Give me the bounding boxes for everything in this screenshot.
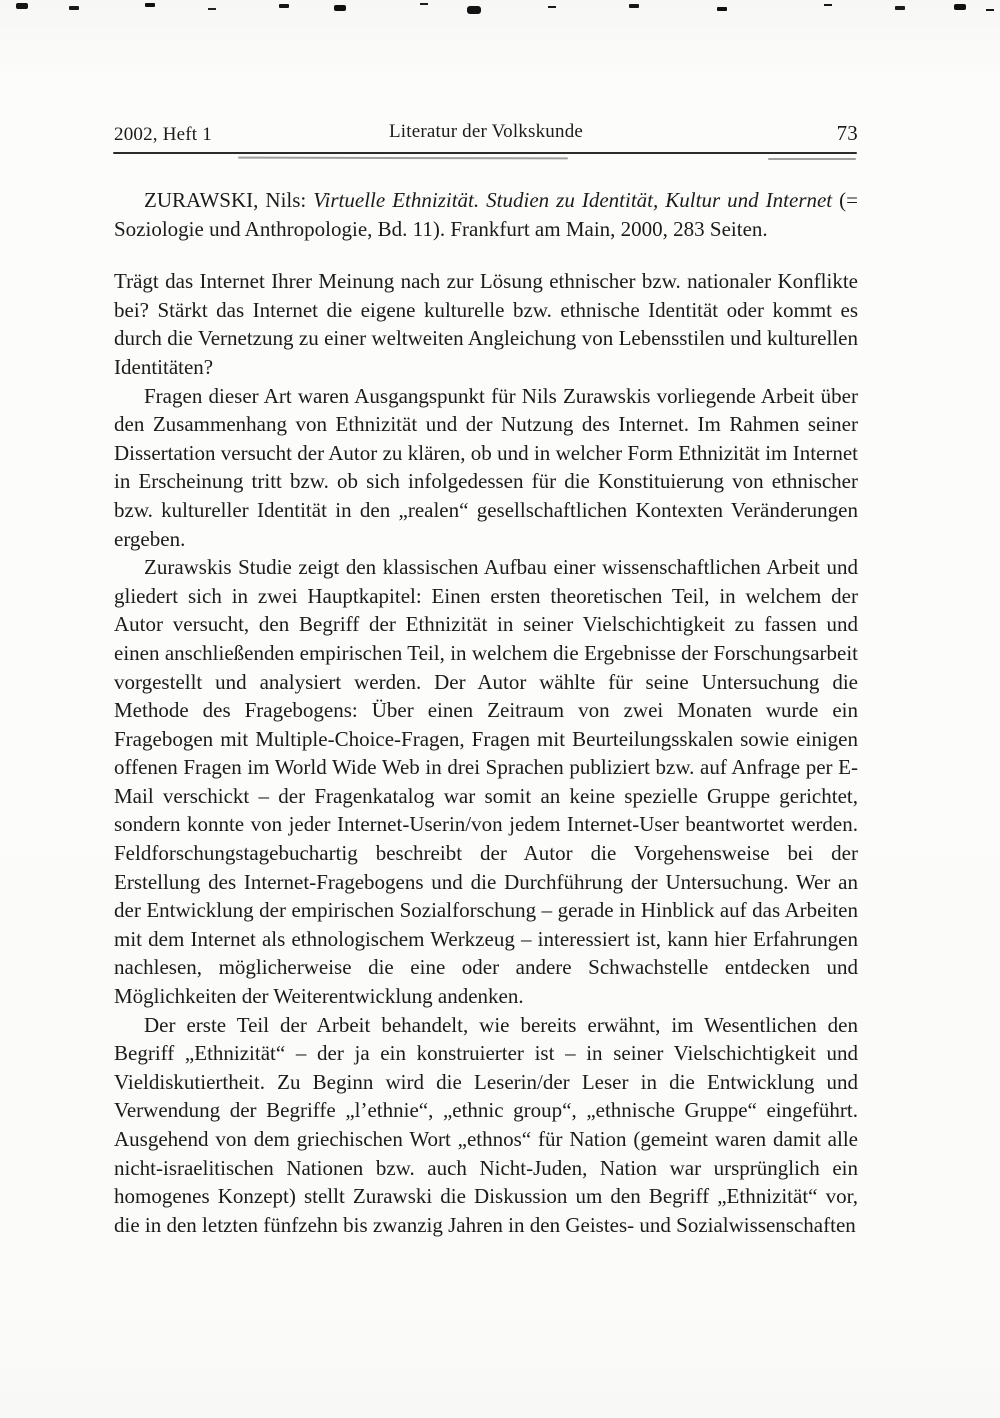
body-paragraph: Fragen dieser Art waren Ausgangspunkt für Nils Zurawskis vorliegende Arbeit über den Zusammenhang von Ethnizität und der Nutzung des Internet. Im Rahmen seiner Dissertation versucht der Autor zu klären, ob und in welcher Form Ethnizität im Internet in Erscheinung tritt bzw. ob sich infolgedessen für die Konstituierung von ethnischer bzw. kultureller Identität in den „realen“ gesellschaftlichen Kontexten Veränderungen ergeben.: [114, 383, 858, 551]
page-header: [114, 121, 858, 146]
page-number: 73: [836, 121, 858, 145]
citation-book-title: Virtuelle Ethnizität. Studien zu Identität, Kultur und Internet: [313, 188, 833, 212]
citation-publication: (= Soziologie und Anthropologie, Bd. 11). Frankfurt am Main, 2000, 283 Seiten.: [114, 188, 859, 241]
citation-author: ZURAWSKI, Nils:: [144, 188, 314, 212]
running-title: Literatur der Volkskunde: [388, 121, 584, 142]
body-paragraph: Trägt das Internet Ihrer Meinung nach zur Lösung ethnischer bzw. nationaler Konflikte bei? Stärkt das Internet die eigene kulturelle bzw. ethnische Identität oder kommt es durch die Vernetzung zu einer weltweiten Angleichung von Lebensstilen und kulturellen Identitäten?: [114, 269, 858, 379]
journal-issue: 2002, Heft 1: [114, 124, 212, 145]
header-rule-shadow: [768, 158, 856, 160]
body-paragraph: Der erste Teil der Arbeit behandelt, wie bereits erwähnt, im Wesentlichen den Begriff „Ethnizität“ – der ja ein konstruierter ist – in seiner Vielschichtigkeit und Vieldiskutiertheit. Zu Beginn wird die Leserin/der Leser in die Entwicklung und Verwendung der Begriffe „l’ethnie“, „ethnic group“, „ethnische Gruppe“ eingeführt. Ausgehend von dem griechischen Wort „ethnos“ für Nation (gemeint waren damit alle nicht-israelitischen Nationen bzw. auch Nicht-Juden, Nation war ursprünglich ein homogenes Konzept) stellt Zurawski die Diskussion um den Begriff „Ethnizität“ vor, die in den letzten fünfzehn bis zwanzig Jahren in den Geistes- und Sozialwissenschaften: [114, 1012, 858, 1237]
citation-paragraph: [114, 186, 858, 243]
scan-artifacts: [16, 3, 28, 9]
page-content: [114, 186, 858, 1239]
header-rule-shadow: [238, 157, 568, 160]
header-rule: [113, 152, 857, 154]
body-paragraph: Zurawskis Studie zeigt den klassischen Aufbau einer wissenschaftlichen Arbeit und gliedert sich in zwei Hauptkapitel: Einen ersten theoretischen Teil, in welchem der Autor versucht, den Begriff der Ethnizität in seiner Vielschichtigkeit zu fassen und einen anschließenden empirischen Teil, in welchem die Ergebnisse der Forschungsarbeit vorgestellt und analysiert werden. Der Autor wählte für seine Untersuchung die Methode des Fragebogens: Über einen Zeitraum von zwei Monaten wurde ein Fragebogen mit Multiple-Choice-Fragen, Fragen mit Beurteilungsskalen sowie einigen offenen Fragen im World Wide Web in drei Sprachen publiziert bzw. auf Anfrage per E-Mail verschickt – der Fragenkatalog war somit an keine spezielle Gruppe gerichtet, sondern konnte von jeder Internet-Userin/von jedem Internet-User beantwortet werden. Feldforschungstagebuchartig beschreibt der Autor die Vorgehensweise bei der Erstellung des Internet-Fragebogens und die Durchführung der Untersuchung. Wer an der Entwicklung der empirischen Sozialforschung – gerade in Hinblick auf das Arbeiten mit dem Internet als ethnologischem Werkzeug – interessiert ist, kann hier Erfahrungen nachlesen, möglicherweise die eine oder andere Schwachstelle entdecken und Möglichkeiten der Weiterentwicklung andenken.: [114, 555, 858, 1009]
